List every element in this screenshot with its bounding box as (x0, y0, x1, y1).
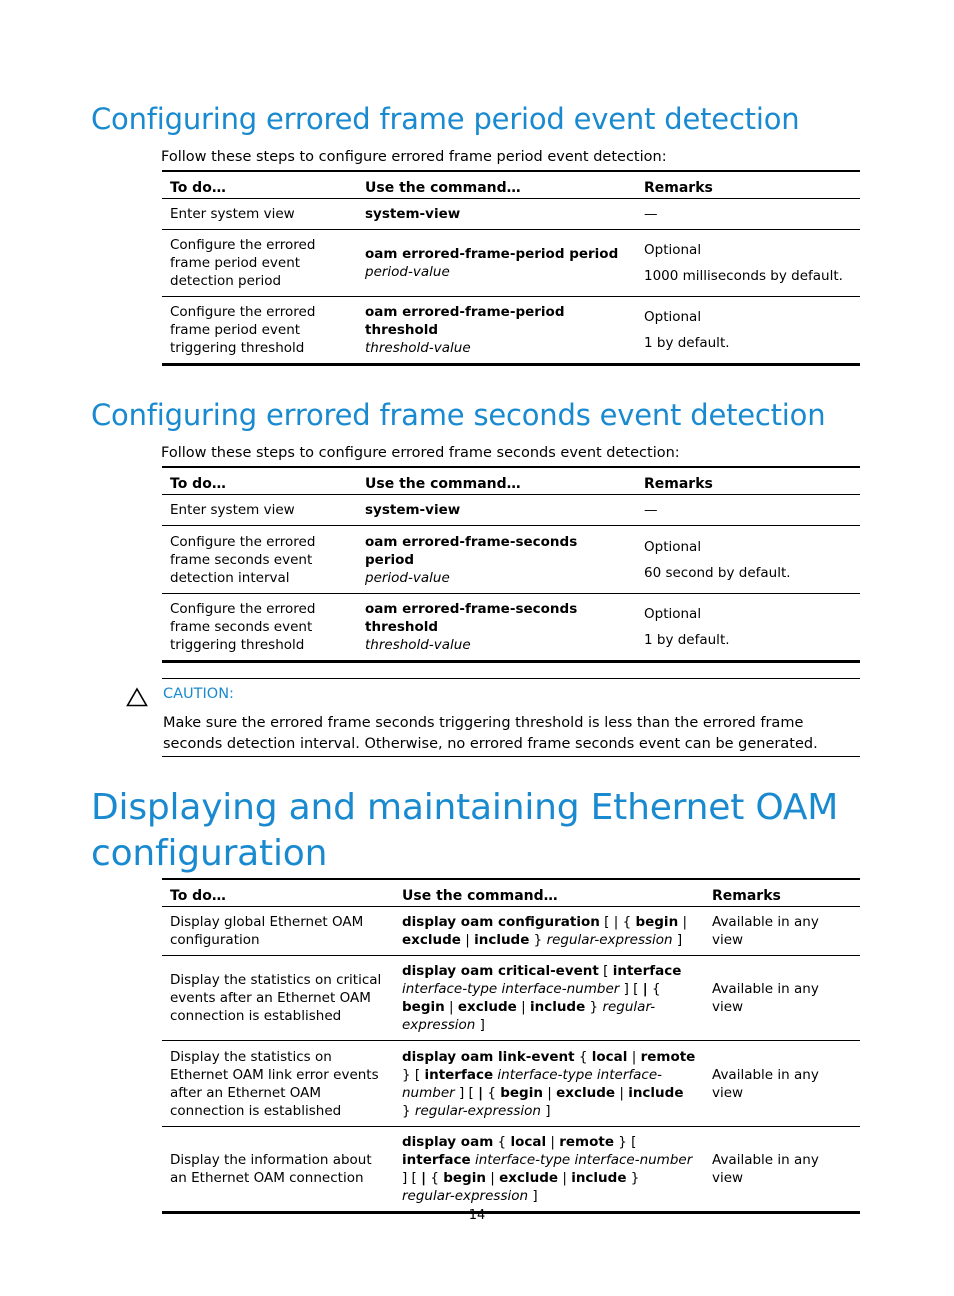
command-keyword: remote (640, 1048, 696, 1065)
command-keyword: oam errored-frame-period period (365, 246, 619, 262)
command-keyword: oam errored-frame-period threshold (365, 304, 565, 338)
command-cell (357, 594, 636, 662)
remark-optional: Optional (644, 309, 702, 325)
command-syntax: { (574, 1048, 592, 1065)
command-cell (357, 297, 636, 365)
command-keyword: | (421, 1170, 427, 1186)
command-keyword: interface (402, 1152, 471, 1168)
remarks-cell (636, 594, 860, 662)
command-keyword: exclude (499, 1170, 559, 1186)
command-argument: regular-expression (546, 932, 673, 948)
command-cell (357, 495, 636, 526)
display-commands-table (162, 878, 860, 1214)
todo-cell: Configure the errored frame seconds event triggering threshold (162, 594, 357, 662)
section-title-errored-frame-period: Configuring errored frame period event detection (91, 102, 800, 136)
command-syntax: [ (598, 963, 613, 979)
remarks-cell: Available in any view (704, 1041, 860, 1127)
command-keyword: begin (635, 914, 679, 930)
command-cell (357, 199, 636, 230)
command-syntax: | (558, 1170, 572, 1186)
command-syntax: | (485, 1170, 500, 1186)
command-keyword: exclude (402, 932, 461, 948)
command-keyword: begin (402, 999, 445, 1015)
command-syntax: ] (672, 932, 683, 948)
remark-optional: Optional (644, 538, 702, 555)
todo-cell: Enter system view (162, 495, 357, 526)
command-cell (357, 230, 636, 297)
table-header-row (162, 879, 860, 907)
caution-box (162, 678, 860, 757)
todo-cell: Configure the errored frame seconds event detection interval (162, 526, 357, 594)
remarks-cell (636, 297, 860, 365)
remark-text: — (644, 206, 658, 222)
todo-cell: Display the statistics on Ethernet OAM link error events after an Ethernet OAM connection is established (162, 1041, 394, 1127)
command-argument: interface-type interface-number (402, 1066, 663, 1101)
command-keyword: include (628, 1084, 684, 1101)
command-keyword: exclude (556, 1084, 616, 1101)
command-syntax: | (627, 1048, 641, 1065)
section-title-errored-frame-seconds: Configuring errored frame seconds event detection (91, 398, 826, 432)
todo-cell: Configure the errored frame period event detection period (162, 230, 357, 297)
command-keyword: system-view (365, 206, 461, 222)
column-header-todo: To do… (162, 467, 357, 495)
remarks-cell (636, 230, 860, 297)
command-keyword: include (529, 999, 586, 1015)
command-argument: period-value (365, 264, 450, 280)
warning-triangle-icon (126, 687, 148, 707)
todo-cell: Display global Ethernet OAM configuration (162, 907, 394, 956)
errored-frame-period-table (162, 170, 860, 366)
command-syntax: } (585, 999, 603, 1015)
command-syntax: | (460, 932, 475, 948)
table-header-row (162, 171, 860, 199)
remark-default: 1 by default. (644, 632, 730, 648)
todo-cell: Configure the errored frame period event triggering threshold (162, 297, 357, 365)
command-keyword: include (571, 1170, 627, 1186)
command-keyword: display oam (402, 1134, 494, 1150)
table-row (162, 907, 860, 956)
command-syntax: } (402, 1102, 415, 1119)
command-syntax: { (647, 981, 661, 997)
column-header-remarks: Remarks (704, 879, 860, 907)
column-header-todo: To do… (162, 171, 357, 199)
command-syntax: ] [ (402, 1170, 422, 1186)
todo-cell: Display the information about an Ethernet OAM connection (162, 1127, 394, 1213)
command-syntax: | (546, 1134, 560, 1150)
table-row (162, 230, 860, 297)
command-syntax: | (542, 1084, 557, 1101)
command-argument: interface-type interface-number (474, 1152, 693, 1168)
command-argument: threshold-value (365, 637, 471, 653)
command-keyword: | (642, 981, 648, 997)
table-row (162, 594, 860, 662)
command-syntax: | (678, 914, 688, 930)
column-header-remarks: Remarks (636, 467, 860, 495)
command-keyword: display oam critical-event (402, 963, 599, 979)
command-keyword: local (591, 1048, 628, 1065)
command-keyword: begin (500, 1084, 543, 1101)
table-row (162, 1041, 860, 1127)
column-header-command: Use the command… (357, 171, 636, 199)
command-keyword: begin (443, 1170, 486, 1186)
command-syntax: | (516, 999, 530, 1015)
command-cell (394, 1041, 704, 1127)
remark-optional: Optional (644, 606, 702, 622)
remark-default: 60 second by default. (644, 564, 791, 581)
command-cell (394, 956, 704, 1041)
column-header-todo: To do… (162, 879, 394, 907)
column-header-remarks: Remarks (636, 171, 860, 199)
section-intro: Follow these steps to configure errored frame period event detection: (161, 149, 667, 165)
remarks-cell: Available in any view (704, 907, 860, 956)
remarks-cell (636, 495, 860, 526)
table-row (162, 297, 860, 365)
command-argument: regular-expression (402, 999, 656, 1033)
command-syntax: } [ (402, 1066, 425, 1083)
command-keyword: system-view (365, 502, 461, 518)
command-argument: regular-expression (414, 1102, 541, 1119)
errored-frame-seconds-table (162, 466, 860, 663)
command-syntax: { (426, 1170, 444, 1186)
section-intro: Follow these steps to configure errored frame seconds event detection: (161, 445, 680, 461)
command-keyword: display oam configuration (402, 914, 600, 930)
command-cell (394, 1127, 704, 1213)
column-header-command: Use the command… (357, 467, 636, 495)
command-keyword: interface (424, 1066, 494, 1083)
command-keyword: local (510, 1134, 547, 1150)
command-argument: threshold-value (365, 340, 471, 356)
command-keyword: | (478, 1084, 484, 1101)
todo-cell: Display the statistics on critical events after an Ethernet OAM connection is established (162, 956, 394, 1041)
command-syntax: ] (475, 1017, 485, 1033)
remarks-cell (636, 526, 860, 594)
command-keyword: interface (612, 963, 682, 979)
command-argument: period-value (365, 569, 450, 586)
command-syntax: } [ (614, 1134, 637, 1150)
remarks-cell: Available in any view (704, 956, 860, 1041)
section-title-display-maintain: Displaying and maintaining Ethernet OAM configuration (91, 787, 839, 874)
command-keyword: display oam link-event (402, 1048, 575, 1065)
remarks-cell (636, 199, 860, 230)
command-syntax: ] [ (454, 1084, 479, 1101)
table-row (162, 1127, 860, 1213)
command-keyword: oam errored-frame-seconds period (365, 533, 578, 568)
command-argument: regular-expression (402, 1188, 529, 1204)
command-keyword: remote (559, 1134, 614, 1150)
remarks-cell: Available in any view (704, 1127, 860, 1213)
remark-default: 1 by default. (644, 335, 730, 351)
command-syntax: [ | { (599, 914, 636, 930)
command-keyword: exclude (457, 999, 517, 1015)
command-syntax: | (615, 1084, 629, 1101)
table-row (162, 495, 860, 526)
table-row (162, 956, 860, 1041)
command-syntax: } (626, 1170, 640, 1186)
command-syntax: ] (528, 1188, 538, 1204)
command-argument: interface-type interface-number (402, 981, 620, 997)
remark-text: — (644, 502, 658, 518)
command-cell (394, 907, 704, 956)
page-number: 14 (468, 1208, 486, 1223)
caution-label: CAUTION: (163, 686, 234, 702)
command-syntax: } (529, 932, 547, 948)
command-keyword: include (474, 932, 530, 948)
remark-optional: Optional (644, 242, 702, 258)
command-syntax: ] (540, 1102, 551, 1119)
command-syntax: | (444, 999, 458, 1015)
remark-default: 1000 milliseconds by default. (644, 268, 843, 284)
table-row (162, 526, 860, 594)
command-syntax: { (493, 1134, 511, 1150)
command-cell (357, 526, 636, 594)
column-header-command: Use the command… (394, 879, 704, 907)
command-syntax: { (483, 1084, 501, 1101)
caution-text: Make sure the errored frame seconds triggering threshold is less than the errored frame seconds detection interval. Otherwise, no errored frame seconds event can be generated. (163, 715, 818, 752)
table-row (162, 199, 860, 230)
display-commands-body (162, 907, 860, 1213)
table-header-row (162, 467, 860, 495)
command-keyword: oam errored-frame-seconds threshold (365, 601, 578, 635)
todo-cell: Enter system view (162, 199, 357, 230)
command-syntax: ] [ (619, 981, 643, 997)
